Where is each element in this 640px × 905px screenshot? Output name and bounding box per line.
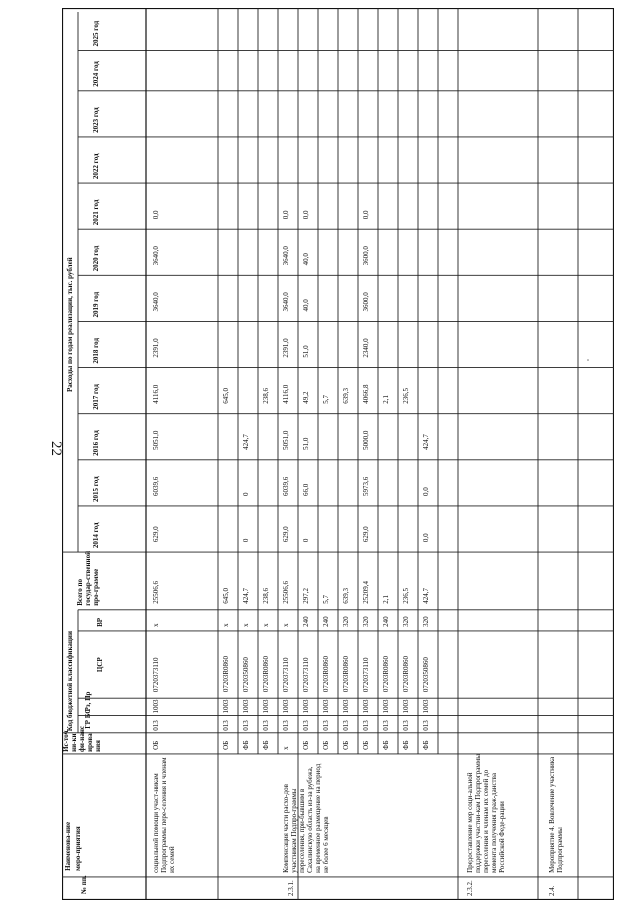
- row-grbs: 013: [282, 720, 290, 731]
- header-year-2021: 2021 год: [92, 199, 100, 226]
- row-year-value: 0: [242, 538, 250, 543]
- header-source: ния: [94, 740, 102, 752]
- row-grbs: 013: [262, 720, 270, 731]
- row-source: ОБ: [302, 740, 310, 750]
- header-year-2016: 2016 год: [92, 430, 100, 456]
- row-grbs: 013: [242, 720, 250, 731]
- row-number: 2.3.2.: [466, 880, 474, 896]
- row-name: не более 6 месяцев: [322, 816, 330, 873]
- row-csr: 0720373110: [152, 657, 160, 693]
- row-year-value: 5973,6: [362, 476, 370, 496]
- row-year-value: 2340,0: [362, 338, 370, 358]
- header-csr: ЦСР: [96, 657, 104, 673]
- budget-table-svg: [62, 8, 614, 900]
- row-csr: 0720350860: [242, 657, 250, 693]
- row-grbs: 013: [302, 720, 310, 731]
- row-name: Российской Феде-рации: [498, 801, 506, 873]
- row-name: Подпрограммы: [556, 827, 564, 873]
- row-year-value: 629,0: [362, 526, 370, 543]
- row-grbs: 013: [382, 720, 390, 731]
- row-name: социальной помощи участ-никам: [152, 773, 160, 873]
- row-csr: 07203R0860: [382, 656, 390, 693]
- header-year-2017: 2017 год: [92, 384, 100, 410]
- row-name: переселения, при-бывшим в: [298, 788, 306, 873]
- row-year-value: 3640,0: [152, 246, 160, 266]
- row-grbs: 013: [402, 720, 410, 731]
- row-grbs: 013: [422, 720, 430, 731]
- row-year-value: 5051,0: [282, 430, 290, 450]
- row-year-value: 2,1: [382, 394, 390, 404]
- row-csr: 0720373110: [302, 657, 310, 693]
- row-vr: х: [152, 623, 160, 627]
- row-vr: 240: [322, 616, 330, 627]
- row-vr: х: [262, 623, 270, 627]
- row-year-value: 4116,0: [282, 384, 290, 404]
- page-number: 22: [48, 441, 64, 456]
- row-rzpr: 1003: [152, 699, 160, 714]
- row-total: 238,6: [262, 588, 270, 604]
- row-csr: 07203R0860: [402, 656, 410, 693]
- row-year-value: 0: [302, 538, 310, 543]
- scan-artifact: [587, 359, 589, 361]
- header-rzpr: Рз, Пр: [84, 691, 92, 712]
- row-year-value: 3600,0: [362, 246, 370, 266]
- row-grbs: 013: [322, 720, 330, 731]
- row-year-value: 4066,8: [362, 384, 370, 404]
- row-year-value: 0,0: [362, 210, 370, 220]
- row-year-value: 0,0: [152, 210, 160, 220]
- row-source: ОБ: [322, 740, 330, 750]
- row-total: 639,3: [342, 588, 350, 604]
- row-grbs: 013: [152, 720, 160, 731]
- header-year-2018: 2018 год: [92, 337, 100, 364]
- row-vr: 320: [362, 616, 370, 627]
- row-total: 2,1: [382, 595, 390, 604]
- row-year-value: 6039,6: [282, 476, 290, 496]
- header-vr: ВР: [96, 617, 104, 627]
- row-csr: 07203R0860: [342, 656, 350, 693]
- row-grbs: 013: [342, 720, 350, 731]
- row-vr: х: [222, 623, 230, 627]
- row-vr: х: [242, 623, 250, 627]
- row-rzpr: 1003: [262, 699, 270, 714]
- header-total: про-грамме: [92, 568, 100, 606]
- row-year-value: 3640,0: [282, 246, 290, 266]
- row-source: ФБ: [262, 740, 270, 750]
- header-name: меро-приятия: [74, 826, 82, 871]
- header-budget-group: Код бюджетной классификации: [66, 631, 74, 732]
- row-name: их семей: [168, 846, 176, 873]
- row-year-value: 639,3: [342, 387, 350, 404]
- row-year-value: 645,0: [222, 387, 230, 404]
- row-csr: 0720373110: [362, 657, 370, 693]
- row-name: на временное размещение на период: [314, 763, 322, 873]
- row-name: Компенсация части расхо-дов: [282, 784, 290, 873]
- row-year-value: 49,2: [302, 391, 310, 404]
- row-grbs: 013: [222, 720, 230, 731]
- header-year-2014: 2014 год: [92, 522, 100, 549]
- row-year-value: 629,0: [282, 526, 290, 543]
- row-csr: 07203R0860: [222, 656, 230, 693]
- row-name: момента получения граж-данства: [490, 773, 498, 873]
- row-name: Сахалинскую область из-за рубежа,: [306, 766, 314, 873]
- header-year-2024: 2024 год: [92, 61, 100, 87]
- header-year-2022: 2022 год: [92, 153, 100, 180]
- row-year-value: 3640,0: [152, 292, 160, 312]
- row-name: Предоставление мер соци-альной: [466, 772, 474, 873]
- row-year-value: 424,7: [422, 434, 430, 450]
- row-number: 2.3.1.: [287, 880, 295, 896]
- row-rzpr: 1003: [402, 699, 410, 714]
- row-year-value: 5051,0: [152, 430, 160, 450]
- row-grbs: 013: [362, 720, 370, 731]
- row-vr: 320: [342, 616, 350, 627]
- row-year-value: 0: [242, 492, 250, 496]
- row-source: ОБ: [152, 740, 160, 750]
- row-name: участникам Подпро-граммы: [290, 788, 298, 873]
- header-total: Всего по: [76, 579, 84, 606]
- row-name: переселения и членам их семей до: [482, 769, 490, 873]
- row-vr: 240: [382, 616, 390, 627]
- row-csr: 0720373110: [282, 657, 290, 693]
- row-year-value: 40,0: [302, 253, 310, 266]
- row-rzpr: 1003: [362, 699, 370, 714]
- header-grbs: ГР БС: [84, 708, 92, 729]
- header-year-2015: 2015 год: [92, 476, 100, 502]
- header-years-group: Расходы по годам реализации, тыс. рублей: [66, 257, 74, 393]
- row-year-value: 66,0: [302, 483, 310, 496]
- row-rzpr: 1003: [242, 699, 250, 714]
- header-source: фи-нанс: [78, 726, 86, 752]
- budget-table: [62, 8, 614, 900]
- row-number: 2.4.: [548, 885, 556, 896]
- row-total: 424,7: [422, 588, 430, 604]
- header-year-2020: 2020 год: [92, 245, 100, 272]
- row-source: ФБ: [422, 740, 430, 750]
- header-source: ни-ки: [70, 733, 78, 752]
- row-rzpr: 1003: [222, 699, 230, 714]
- header-name: Наименова-ние: [64, 821, 72, 871]
- row-total: 25209,4: [362, 581, 370, 604]
- row-year-value: 236,5: [402, 387, 410, 404]
- row-year-value: 6039,6: [152, 476, 160, 496]
- header-total: государ-ственной: [84, 550, 92, 606]
- row-rzpr: 1003: [322, 699, 330, 714]
- row-year-value: 424,7: [242, 434, 250, 450]
- row-total: 645,0: [222, 588, 230, 604]
- row-name: поддержки участни-кам Подпрограммы: [474, 754, 482, 873]
- row-rzpr: 1003: [342, 699, 350, 714]
- row-vr: 320: [402, 616, 410, 627]
- row-vr: 240: [302, 616, 310, 627]
- row-year-value: 5000,0: [362, 430, 370, 450]
- row-name: Подпрограммы пере-селения и членам: [160, 757, 168, 873]
- row-csr: 07203R0860: [262, 656, 270, 693]
- header-source: ирова: [86, 733, 94, 752]
- row-csr: 07203R0860: [322, 656, 330, 693]
- row-year-value: 4116,0: [152, 384, 160, 404]
- row-total: 25506,6: [282, 581, 290, 604]
- row-total: 25506,6: [152, 581, 160, 604]
- row-vr: х: [282, 623, 290, 627]
- row-source: ФБ: [382, 740, 390, 750]
- row-rzpr: 1003: [422, 699, 430, 714]
- row-year-value: 5,7: [322, 394, 330, 404]
- row-vr: 320: [422, 616, 430, 627]
- row-total: 5,7: [322, 595, 330, 604]
- row-year-value: 51,0: [302, 345, 310, 358]
- row-source: ОБ: [222, 740, 230, 750]
- row-year-value: 40,0: [302, 299, 310, 312]
- row-total: 236,5: [402, 588, 410, 604]
- row-source: ОБ: [342, 740, 350, 750]
- header-year-2023: 2023 год: [92, 107, 100, 133]
- row-year-value: 238,6: [262, 387, 270, 404]
- header-no: № пп.: [80, 875, 88, 894]
- row-year-value: 0,0: [422, 533, 430, 543]
- row-rzpr: 1003: [302, 699, 310, 714]
- row-year-value: 0,0: [282, 210, 290, 220]
- row-total: 424,7: [242, 588, 250, 604]
- row-year-value: 2391,0: [152, 338, 160, 358]
- row-year-value: 2391,0: [282, 338, 290, 358]
- row-year-value: 3600,0: [362, 292, 370, 312]
- header-source: Ис-точ: [62, 730, 70, 752]
- row-year-value: 629,0: [152, 526, 160, 543]
- header-year-2019: 2019 год: [92, 291, 100, 318]
- row-year-value: 0,0: [302, 210, 310, 220]
- row-rzpr: 1003: [282, 699, 290, 714]
- row-year-value: 51,0: [302, 437, 310, 450]
- row-source: ОБ: [362, 740, 370, 750]
- row-source: ФБ: [402, 740, 410, 750]
- row-year-value: 3640,0: [282, 292, 290, 312]
- row-name: Мероприятие 4. Вовлечение участника: [548, 756, 556, 873]
- row-total: 297,2: [302, 588, 310, 604]
- row-source: х: [282, 746, 290, 750]
- row-year-value: 0,0: [422, 487, 430, 496]
- row-rzpr: 1003: [382, 699, 390, 714]
- row-source: ФБ: [242, 740, 250, 750]
- row-csr: 0720350860: [422, 657, 430, 693]
- header-year-2025: 2025 год: [92, 20, 100, 47]
